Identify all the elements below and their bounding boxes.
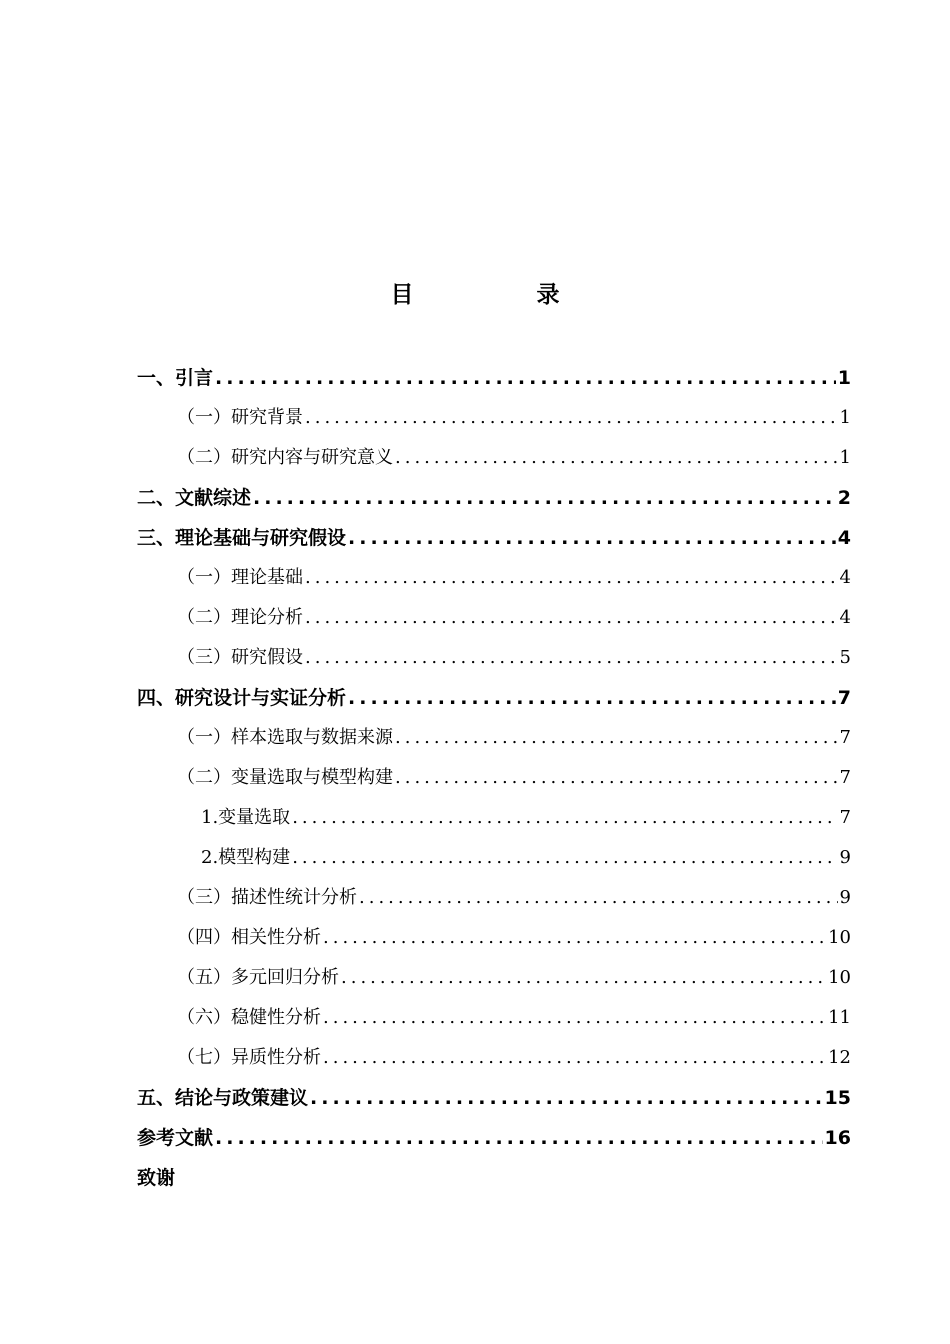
toc-leader-dots [395, 438, 838, 478]
toc-leader-dots [305, 558, 838, 598]
toc-leader-dots [323, 1038, 826, 1078]
toc-entry-label: （五）多元回归分析 [177, 967, 339, 988]
toc-entry-label: 三、理论基础与研究假设 [137, 527, 347, 549]
toc-page-number: 9 [839, 847, 851, 868]
toc-page-number: 7 [839, 807, 851, 828]
toc-entry[interactable] [137, 398, 851, 438]
page-title: 目 录 [390, 282, 610, 308]
toc-entry[interactable] [137, 1078, 851, 1118]
toc-entry-label: 五、结论与政策建议 [137, 1087, 309, 1109]
toc-leader-dots [323, 998, 826, 1038]
toc-leader-dots [292, 838, 837, 878]
toc-leader-dots [395, 758, 838, 798]
toc-entry[interactable] [137, 1118, 851, 1158]
toc-page-number: 15 [824, 1087, 851, 1109]
toc-entry-label: （六）稳健性分析 [177, 1007, 321, 1028]
toc-entry-label: （二）研究内容与研究意义 [177, 447, 393, 468]
toc-entry-label: 二、文献综述 [137, 487, 252, 509]
toc-entry[interactable] [137, 878, 851, 918]
toc-leader-dots [395, 718, 838, 758]
toc-leader-dots [305, 398, 838, 438]
toc-leader-dots [359, 878, 838, 918]
toc-page-number: 7 [839, 767, 851, 788]
toc-entry-label: （一）样本选取与数据来源 [177, 727, 393, 748]
toc-page-number: 11 [828, 1007, 851, 1028]
toc-entry-label: 参考文献 [137, 1127, 214, 1149]
toc-entry[interactable] [137, 1158, 851, 1198]
toc-leader-dots [215, 358, 836, 398]
toc-entry[interactable] [137, 998, 851, 1038]
toc-page-number: 7 [839, 727, 851, 748]
toc-entry-label: 致谢 [137, 1167, 176, 1189]
toc-entry[interactable] [137, 598, 851, 638]
toc-entry-label: （三）描述性统计分析 [177, 887, 357, 908]
toc-entry-label: 一、引言 [137, 367, 214, 389]
toc-entry-label: 2.模型构建 [201, 847, 291, 868]
toc-entry-label: （三）研究假设 [177, 647, 303, 668]
toc-entry[interactable] [137, 438, 851, 478]
toc-page-number: 4 [839, 607, 851, 628]
toc-page-number: 9 [839, 887, 851, 908]
toc-entry[interactable] [137, 638, 851, 678]
toc-entry[interactable] [137, 718, 851, 758]
toc-entry[interactable] [137, 478, 851, 518]
toc-leader-dots [253, 478, 836, 518]
toc-entry-label: （二）变量选取与模型构建 [177, 767, 393, 788]
toc-entry[interactable] [137, 838, 851, 878]
toc-entry-label: 四、研究设计与实证分析 [137, 687, 347, 709]
toc-entry[interactable] [137, 958, 851, 998]
toc-page-number: 4 [837, 527, 851, 549]
toc-page-number: 5 [839, 647, 851, 668]
toc-leader-dots [292, 798, 837, 838]
toc-entry-label: （一）研究背景 [177, 407, 303, 428]
toc-leader-dots [348, 678, 836, 718]
toc-page-number: 4 [839, 567, 851, 588]
toc-entry-label: （一）理论基础 [177, 567, 303, 588]
toc-leader-dots [323, 918, 826, 958]
toc-entry[interactable] [137, 558, 851, 598]
toc-entry[interactable] [137, 678, 851, 718]
toc-leader-dots [305, 638, 838, 678]
toc-entry-label: （二）理论分析 [177, 607, 303, 628]
toc-page-number: 1 [839, 447, 851, 468]
toc-entry[interactable] [137, 798, 851, 838]
toc-page-number: 10 [828, 927, 851, 948]
toc-leader-dots [341, 958, 826, 998]
toc-page-number: 12 [828, 1047, 851, 1068]
toc-page-number: 2 [837, 487, 851, 509]
toc-page-number: 7 [837, 687, 851, 709]
toc-page-number: 16 [824, 1127, 851, 1149]
toc-leader-dots [215, 1118, 823, 1158]
table-of-contents [137, 358, 851, 1198]
toc-entry-label: （四）相关性分析 [177, 927, 321, 948]
toc-entry[interactable] [137, 918, 851, 958]
toc-leader-dots [305, 598, 838, 638]
toc-page-number: 1 [837, 367, 851, 389]
toc-entry[interactable] [137, 1038, 851, 1078]
toc-entry[interactable] [137, 358, 851, 398]
toc-entry-label: （七）异质性分析 [177, 1047, 321, 1068]
toc-entry[interactable] [137, 758, 851, 798]
toc-entry[interactable] [137, 518, 851, 558]
toc-entry-label: 1.变量选取 [201, 807, 291, 828]
toc-leader-dots [310, 1078, 823, 1118]
toc-leader-dots [348, 518, 836, 558]
toc-page-number: 10 [828, 967, 851, 988]
toc-page-number: 1 [839, 407, 851, 428]
